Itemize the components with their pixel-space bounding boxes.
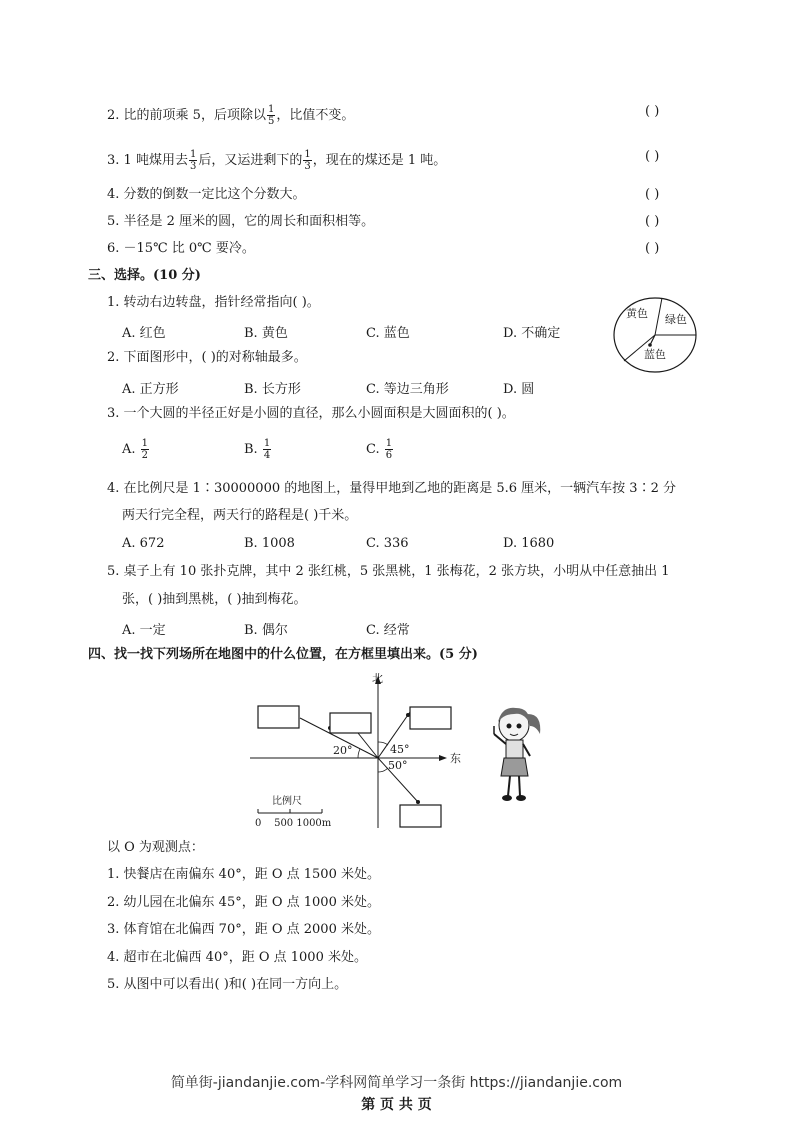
spinner-divider [655, 298, 662, 335]
option[interactable]: A. 正方形 [122, 382, 179, 397]
section-title: 四、找一找下列场所在地图中的什么位置，在方框里填出来。(5 分) [88, 647, 478, 662]
location-item: 5. 从图中可以看出( )和( )在同一方向上。 [107, 977, 348, 992]
answer-box[interactable] [400, 805, 441, 827]
judge-q2-tail: ，比值不变。 [276, 108, 355, 123]
page-number: 第 页 共 页 [361, 1097, 432, 1113]
watermark: 简单街-jiandanjie.com-学科网简单学习一条街 https://jiandanjie.com [170, 1075, 623, 1091]
choice-q4-line1: 4. 在比例尺是 1∶30000000 的地图上，量得甲地到乙地的距离是 5.6 厘米，一辆汽车按 3∶2 分 [107, 481, 676, 496]
section-title: 三、选择。(10 分) [88, 268, 201, 283]
option[interactable] [244, 438, 272, 461]
angle-arc [358, 749, 360, 758]
fraction-num: 1 [189, 149, 197, 160]
spinner-label-green: 绿色 [665, 313, 687, 326]
location-item: 4. 超市在北偏西 40°，距 O 点 1000 米处。 [107, 950, 367, 965]
judge-q2-text: 2. 比的前项乘 5，后项除以 [107, 108, 266, 123]
fraction-num: 1 [141, 438, 149, 449]
option[interactable]: B. 1008 [244, 536, 295, 551]
option[interactable]: B. 长方形 [244, 382, 301, 397]
location-item: 1. 快餐店在南偏东 40°，距 O 点 1500 米处。 [107, 867, 380, 882]
judge-q3 [107, 149, 446, 172]
option[interactable]: B. 偶尔 [244, 623, 288, 638]
judge-q3-a: 3. 1 吨煤用去 [107, 153, 188, 168]
scale-title: 比例尺 [272, 796, 302, 807]
answer-paren[interactable]: ( ) [645, 149, 660, 164]
fraction-num: 1 [385, 438, 393, 449]
scale-text: 0 500 1000m [255, 818, 332, 829]
option[interactable]: C. 336 [366, 536, 409, 551]
option-letter: C. [366, 442, 380, 457]
location-item: 3. 体育馆在北偏西 70°，距 O 点 2000 米处。 [107, 922, 380, 937]
fraction [263, 438, 271, 461]
option[interactable] [122, 438, 150, 461]
ray-point [406, 713, 410, 717]
angle-label-50: 50° [388, 759, 408, 772]
choice-q4-line2: 两天行完全程，两天行的路程是( )千米。 [122, 508, 358, 523]
fraction-num: 1 [263, 438, 271, 449]
fraction-den: 5 [267, 116, 275, 127]
judge-q3-b: 后，又运进剩下的 [198, 153, 303, 168]
judge-q6: 6. －15℃ 比 0℃ 要冷。 [107, 241, 255, 256]
option[interactable]: A. 一定 [122, 623, 166, 638]
observation-intro: 以 O 为观测点： [107, 840, 204, 855]
option[interactable]: D. 圆 [503, 382, 535, 397]
fraction-num: 1 [304, 149, 311, 160]
option-letter: A. [122, 442, 136, 457]
spinner-figure [610, 295, 700, 375]
angle-label-20: 20° [333, 744, 353, 757]
fraction [385, 438, 393, 461]
fraction-den: 4 [263, 450, 271, 461]
fraction [141, 438, 149, 461]
choice-q1: 1. 转动右边转盘，指针经常指向( )。 [107, 295, 320, 310]
answer-paren[interactable]: ( ) [645, 241, 660, 256]
angle-arc [378, 742, 388, 745]
judge-q2 [107, 104, 354, 127]
option[interactable] [366, 438, 394, 461]
fraction [303, 149, 311, 172]
option[interactable]: A. 672 [122, 536, 165, 551]
fraction-den: 6 [385, 450, 393, 461]
option[interactable]: A. 红色 [122, 326, 166, 341]
choice-q2: 2. 下面图形中，( )的对称轴最多。 [107, 350, 307, 365]
option[interactable]: B. 黄色 [244, 326, 288, 341]
spinner-label-yellow: 黄色 [626, 307, 648, 320]
judge-q5: 5. 半径是 2 厘米的圆，它的周长和面积相等。 [107, 214, 375, 229]
spinner-pointer-tip [648, 343, 652, 347]
option[interactable]: C. 蓝色 [366, 326, 410, 341]
option[interactable]: D. 1680 [503, 536, 555, 551]
choice-q5-line1: 5. 桌子上有 10 张扑克牌，其中 2 张红桃，5 张黑桃，1 张梅花，2 张方块，小明从中任意抽出 1 [107, 564, 670, 579]
answer-box[interactable] [258, 706, 299, 728]
north-label: 北 [372, 672, 383, 685]
option[interactable]: C. 等边三角形 [366, 382, 449, 397]
choice-q5-line2: 张，( )抽到黑桃，( )抽到梅花。 [122, 592, 307, 607]
option[interactable]: C. 经常 [366, 623, 410, 638]
judge-q4: 4. 分数的倒数一定比这个分数大。 [107, 187, 306, 202]
fraction-den: 3 [304, 161, 311, 172]
answer-paren[interactable]: ( ) [645, 104, 660, 119]
option[interactable]: D. 不确定 [503, 326, 561, 341]
east-arrow [439, 755, 447, 761]
angle-label-45: 45° [390, 743, 410, 756]
judge-q3-c: ，现在的煤还是 1 吨。 [312, 153, 447, 168]
ray-point [416, 800, 420, 804]
fraction-den: 2 [141, 450, 149, 461]
fraction [267, 104, 275, 127]
cartoon-girl-illustration [488, 700, 548, 805]
fraction-den: 3 [189, 161, 197, 172]
spinner-label-blue: 蓝色 [644, 348, 666, 361]
location-item: 2. 幼儿园在北偏东 45°，距 O 点 1000 米处。 [107, 895, 380, 910]
fraction [189, 149, 197, 172]
choice-q3: 3. 一个大圆的半径正好是小圆的直径，那么小圆面积是大圆面积的( )。 [107, 406, 515, 421]
fraction-num: 1 [267, 104, 275, 115]
answer-box[interactable] [330, 713, 371, 733]
answer-box[interactable] [410, 707, 451, 729]
option-letter: B. [244, 442, 258, 457]
angle-arc [378, 768, 388, 772]
answer-paren[interactable]: ( ) [645, 187, 660, 202]
answer-paren[interactable]: ( ) [645, 214, 660, 229]
east-label: 东 [450, 752, 461, 765]
